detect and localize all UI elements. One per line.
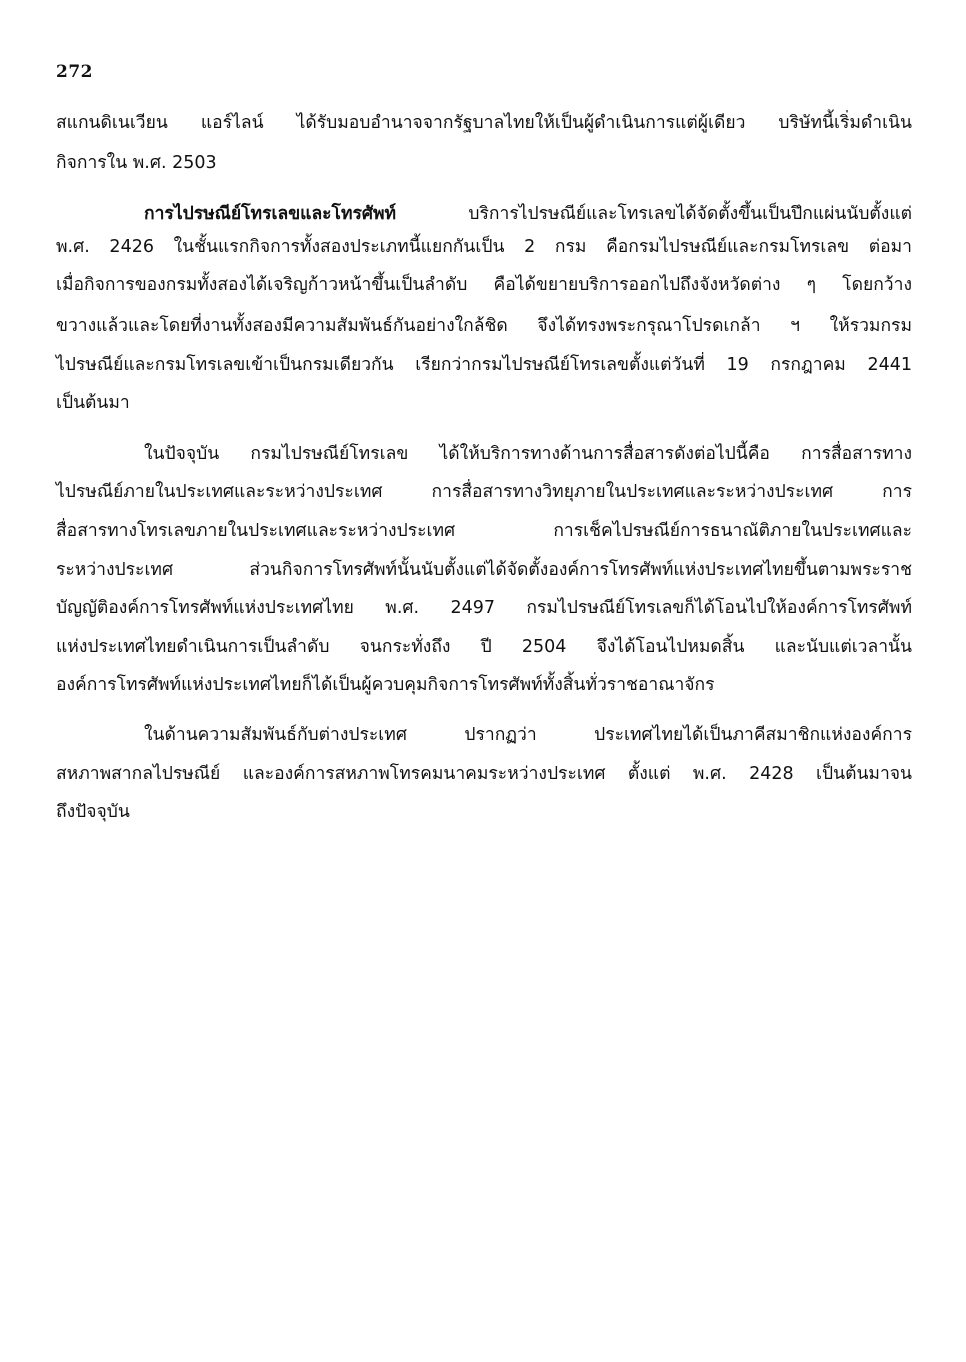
section-heading: การไปรษณีย์โทรเลขและโทรศัพท์ xyxy=(144,204,397,224)
paragraph-1-line-2: กิจการใน พ.ศ. 2503 xyxy=(56,153,217,173)
paragraph-3-line-4: ระหว่างประเทศ ส่วนกิจการโทรศัพท์นั้นนับตั้งแต่ได้จัดตั้งองค์การโทรศัพท์แห่งประเทศไทยขึ้นตามพระราช xyxy=(56,560,912,580)
paragraph-3-line-2: ไปรษณีย์ภายในประเทศและระหว่างประเทศ การสื่อสารทางวิทยุภายในประเทศและระหว่างประเทศ การ xyxy=(56,482,912,502)
paragraph-2-line-1-text: บริการไปรษณีย์และโทรเลขได้จัดตั้งขึ้นเป็นปึกแผ่นนับตั้งแต่ xyxy=(396,204,912,224)
paragraph-2-line-2: พ.ศ. 2426 ในชั้นแรกกิจการทั้งสองประเภทนี้แยกกันเป็น 2 กรม คือกรมไปรษณีย์และกรมโทรเลข ต่อมา xyxy=(56,237,912,257)
paragraph-3-line-7: องค์การโทรศัพท์แห่งประเทศไทยก็ได้เป็นผู้ควบคุมกิจการโทรศัพท์ทั้งสิ้นทั่วราชอาณาจักร xyxy=(56,675,715,695)
paragraph-4-line-1: ในด้านความสัมพันธ์กับต่างประเทศ ปรากฏว่า ประเทศไทยได้เป็นภาคีสมาชิกแห่งองค์การ xyxy=(144,725,912,745)
paragraph-3-line-1: ในปัจจุบัน กรมไปรษณีย์โทรเลข ได้ให้บริการทางด้านการสื่อสารดังต่อไปนี้คือ การสื่อสารทาง xyxy=(144,444,912,464)
paragraph-2-line-3: เมื่อกิจการของกรมทั้งสองได้เจริญก้าวหน้าขึ้นเป็นลำดับ คือได้ขยายบริการออกไปถึงจังหวัดต่าง ๆ โดยกว้าง xyxy=(56,275,912,295)
paragraph-3-line-3: สื่อสารทางโทรเลขภายในประเทศและระหว่างประเทศ การเช็คไปรษณีย์การธนาณัติภายในประเทศและ xyxy=(56,521,912,541)
paragraph-3-line-6: แห่งประเทศไทยดำเนินการเป็นลำดับ จนกระทั่งถึง ปี 2504 จึงได้โอนไปหมดสิ้น และนับแต่เวลานั้น xyxy=(56,637,912,657)
paragraph-2-line-4: ขวางแล้วและโดยที่งานทั้งสองมีความสัมพันธ์กันอย่างใกล้ชิด จึงได้ทรงพระกรุณาโปรดเกล้า ฯ ให้รวมกรม xyxy=(56,316,912,336)
paragraph-3-line-5: บัญญัติองค์การโทรศัพท์แห่งประเทศไทย พ.ศ. 2497 กรมไปรษณีย์โทรเลขก็ได้โอนไปให้องค์การโทรศัพท์ xyxy=(56,598,912,618)
paragraph-4-line-2: สหภาพสากลไปรษณีย์ และองค์การสหภาพโทรคมนาคมระหว่างประเทศ ตั้งแต่ พ.ศ. 2428 เป็นต้นมาจน xyxy=(56,764,912,784)
page-number: 272 xyxy=(56,62,93,82)
paragraph-2-line-5: ไปรษณีย์และกรมโทรเลขเข้าเป็นกรมเดียวกัน เรียกว่ากรมไปรษณีย์โทรเลขตั้งแต่วันที่ 19 กรกฎาคม 2441 xyxy=(56,355,912,375)
paragraph-2-line-6: เป็นต้นมา xyxy=(56,393,130,413)
paragraph-4-line-3: ถึงปัจจุบัน xyxy=(56,802,130,822)
paragraph-1-line-1: สแกนดิเนเวียน แอร์ไลน์ ได้รับมอบอำนาจจากรัฐบาลไทยให้เป็นผู้ดำเนินการแต่ผู้เดียว บริษัทนี้เริ่มดำเนิน xyxy=(56,113,912,133)
paragraph-2-line-1 xyxy=(144,197,912,231)
